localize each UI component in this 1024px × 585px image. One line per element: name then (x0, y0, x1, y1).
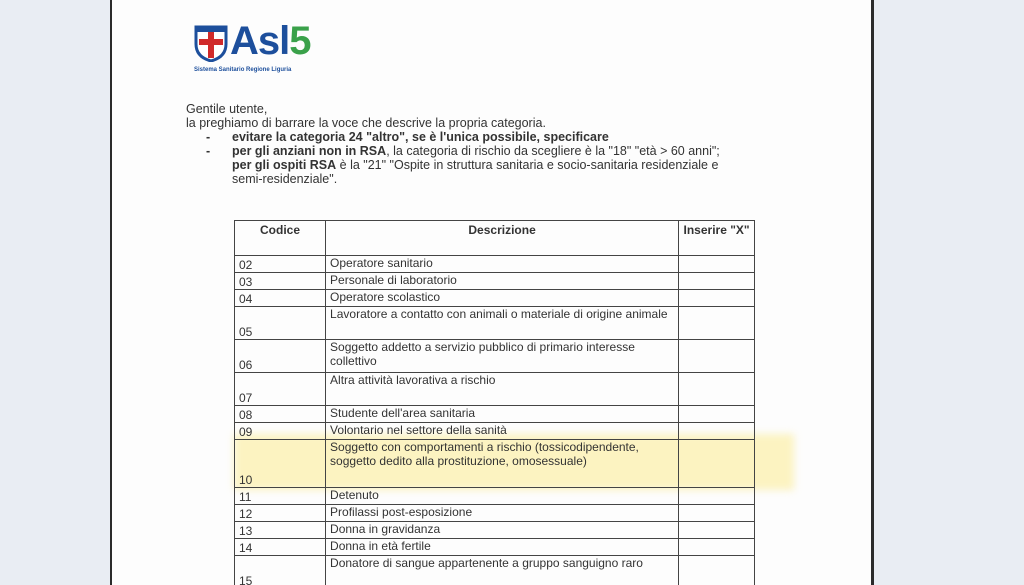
desc-cell: Donna in età fertile (326, 539, 679, 556)
table-row (235, 539, 755, 556)
mark-cell[interactable] (679, 505, 755, 522)
table-row (235, 556, 755, 585)
desc-cell: Soggetto con comportamenti a rischio (tossicodipendente, soggetto dedito alla prostituzione, omosessuale) (326, 440, 679, 488)
logo-wordmark: Asl5 (230, 19, 311, 63)
mark-cell[interactable] (679, 256, 755, 273)
desc-cell: Personale di laboratorio (326, 273, 679, 290)
code-cell: 09 (235, 423, 326, 440)
mark-cell[interactable] (679, 373, 755, 406)
desc-cell: Profilassi post-esposizione (326, 505, 679, 522)
mark-cell[interactable] (679, 556, 755, 585)
table-row (235, 290, 755, 307)
code-cell: 05 (235, 307, 326, 340)
table-row (235, 488, 755, 505)
code-cell: 03 (235, 273, 326, 290)
header-inserire: Inserire "X" (679, 221, 755, 256)
desc-cell: Operatore sanitario (326, 256, 679, 273)
mark-cell[interactable] (679, 406, 755, 423)
code-cell: 04 (235, 290, 326, 307)
code-cell: 08 (235, 406, 326, 423)
desc-cell: Donna in gravidanza (326, 522, 679, 539)
desc-cell: Volontario nel settore della sanità (326, 423, 679, 440)
header-descrizione: Descrizione (326, 221, 679, 256)
table-row (235, 373, 755, 406)
code-cell: 12 (235, 505, 326, 522)
desc-cell: Soggetto addetto a servizio pubblico di primario interesse collettivo (326, 340, 679, 373)
code-cell: 06 (235, 340, 326, 373)
header-codice: Codice (235, 221, 326, 256)
instructions-list (186, 130, 826, 186)
instruction-item: - evitare la categoria 24 "altro", se è l'unica possibile, specificare (232, 130, 826, 144)
mark-cell[interactable] (679, 539, 755, 556)
table-row (235, 423, 755, 440)
table-row (235, 273, 755, 290)
desc-cell: Detenuto (326, 488, 679, 505)
code-cell: 15 (235, 556, 326, 585)
mark-cell[interactable] (679, 440, 755, 488)
mark-cell[interactable] (679, 488, 755, 505)
instruction-item: semi-residenziale". (232, 172, 338, 186)
mark-cell[interactable] (679, 522, 755, 539)
table-row (235, 256, 755, 273)
table-row (235, 440, 755, 488)
code-cell: 07 (235, 373, 326, 406)
code-cell: 14 (235, 539, 326, 556)
table-row (235, 522, 755, 539)
instruction-item: per gli ospiti RSA è la "21" "Ospite in struttura sanitaria e socio-sanitaria residenziale e (232, 158, 719, 172)
intro-text (186, 102, 826, 186)
table-row (235, 406, 755, 423)
mark-cell[interactable] (679, 273, 755, 290)
desc-cell: Studente dell'area sanitaria (326, 406, 679, 423)
mark-cell[interactable] (679, 423, 755, 440)
code-cell: 02 (235, 256, 326, 273)
table-row (235, 340, 755, 373)
instruction-item: - per gli anziani non in RSA, la categoria di rischio da scegliere è la "18" "età > 60 anni"; (232, 144, 826, 158)
asl5-logo (194, 19, 354, 82)
greeting: Gentile utente, (186, 102, 268, 116)
category-table (234, 220, 755, 585)
table-row (235, 505, 755, 522)
code-cell: 13 (235, 522, 326, 539)
request-text: la preghiamo di barrare la voce che descrive la propria categoria. (186, 116, 546, 130)
mark-cell[interactable] (679, 340, 755, 373)
liguria-shield-icon (194, 24, 228, 62)
logo-subtitle: Sistema Sanitario Regione Liguria (194, 67, 292, 73)
document-page (110, 0, 874, 585)
table-header-row (235, 221, 755, 256)
mark-cell[interactable] (679, 307, 755, 340)
desc-cell: Altra attività lavorativa a rischio (326, 373, 679, 406)
mark-cell[interactable] (679, 290, 755, 307)
desc-cell: Donatore di sangue appartenente a gruppo sanguigno raro (326, 556, 679, 585)
table-row (235, 307, 755, 340)
desc-cell: Operatore scolastico (326, 290, 679, 307)
desc-cell: Lavoratore a contatto con animali o materiale di origine animale (326, 307, 679, 340)
code-cell: 10 (235, 440, 326, 488)
code-cell: 11 (235, 488, 326, 505)
